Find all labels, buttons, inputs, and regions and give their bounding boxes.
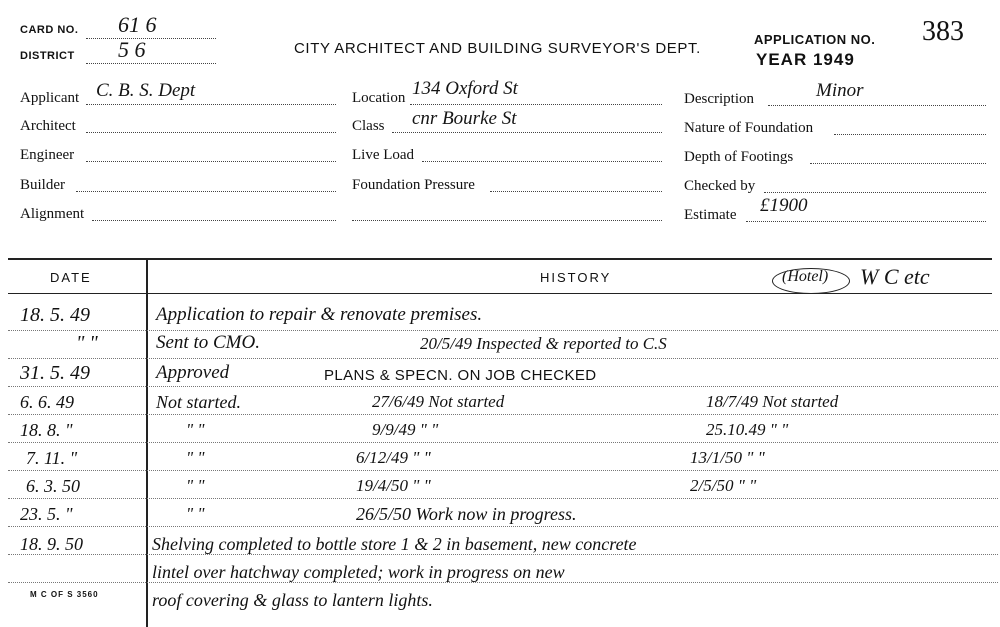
estimate-value: £1900 [760, 195, 808, 216]
table-header-rule [8, 293, 992, 294]
history-entry-5-col2: 6/12/49 " " [356, 448, 431, 467]
form-code: M C OF S 3560 [30, 590, 99, 599]
description-value: Minor [816, 80, 864, 101]
date-header: DATE [50, 270, 92, 285]
card-no-value: 61 6 [118, 12, 157, 37]
year-label: YEAR 1949 [756, 50, 855, 69]
application-no-value: 383 [922, 16, 964, 47]
history-entry-7: " " [186, 504, 205, 523]
history-entry-5-col3: 13/1/50 " " [690, 448, 765, 467]
history-header: HISTORY [540, 270, 612, 285]
history-entry-8: Shelving completed to bottle store 1 & 2 in basement, new concrete [152, 534, 637, 554]
dept-title: CITY ARCHITECT AND BUILDING SURVEYOR'S DEPT. [294, 40, 701, 57]
history-date-7: 23. 5. " [20, 504, 73, 524]
history-date-2: 31. 5. 49 [20, 362, 90, 384]
history-entry-6-col2: 19/4/50 " " [356, 476, 431, 495]
history-entry-7-col2: 26/5/50 Work now in progress. [356, 504, 577, 524]
history-date-6: 6. 3. 50 [26, 476, 80, 496]
live-load-label: Live Load [352, 147, 415, 163]
applicant-label: Applicant [20, 90, 80, 106]
history-entry-2-printed: PLANS & SPECN. ON JOB CHECKED [324, 367, 597, 384]
history-entry-0: Application to repair & renovate premises. [156, 304, 483, 325]
checked-by-label: Checked by [684, 178, 756, 194]
history-date-5: 7. 11. " [26, 448, 78, 468]
foundation-pressure-label: Foundation Pressure [352, 177, 475, 193]
history-entry-3-col3: 18/7/49 Not started [706, 392, 839, 411]
wc-note: W C etc [860, 264, 930, 289]
history-entry-2: Approved [156, 362, 230, 383]
location-label: Location [352, 90, 406, 106]
applicant-value: C. B. S. Dept [96, 80, 196, 101]
history-date-4: 18. 8. " [20, 420, 73, 440]
class-value: cnr Bourke St [412, 108, 517, 129]
alignment-label: Alignment [20, 206, 85, 222]
estimate-label: Estimate [684, 207, 737, 223]
district-value: 5 6 [118, 37, 146, 62]
nature-of-foundation-label: Nature of Foundation [684, 120, 814, 136]
history-date-0: 18. 5. 49 [20, 304, 90, 326]
history-entry-3: Not started. [156, 392, 242, 412]
history-entry-1: Sent to CMO. [156, 332, 260, 353]
depth-of-footings-label: Depth of Footings [684, 149, 794, 165]
architect-label: Architect [20, 118, 76, 134]
history-entry-6-col3: 2/5/50 " " [690, 476, 757, 495]
card-no-label: CARD NO. [20, 24, 79, 36]
history-entry-4-col2: 9/9/49 " " [372, 420, 439, 439]
application-no-label: APPLICATION NO. [754, 32, 876, 47]
history-entry-4: " " [186, 420, 205, 439]
engineer-label: Engineer [20, 147, 75, 163]
history-entry-10: roof covering & glass to lantern lights. [152, 590, 433, 610]
location-value: 134 Oxford St [412, 78, 518, 99]
history-date-3: 6. 6. 49 [20, 392, 74, 412]
history-entry-6: " " [186, 476, 205, 495]
history-entry-1-col2: 20/5/49 Inspected & reported to C.S [420, 334, 667, 353]
builder-label: Builder [20, 177, 65, 193]
class-label: Class [352, 118, 385, 134]
hotel-note: (Hotel) [782, 268, 829, 285]
history-entry-3-col2: 27/6/49 Not started [372, 392, 505, 411]
table-top-rule [8, 258, 992, 260]
description-label: Description [684, 91, 754, 107]
history-entry-5: " " [186, 448, 205, 467]
history-entry-4-col3: 25.10.49 " " [706, 420, 789, 439]
history-date-8: 18. 9. 50 [20, 534, 83, 554]
history-date-1: " " [76, 332, 98, 354]
district-label: DISTRICT [20, 50, 75, 62]
history-entry-9: lintel over hatchway completed; work in progress on new [152, 562, 565, 582]
